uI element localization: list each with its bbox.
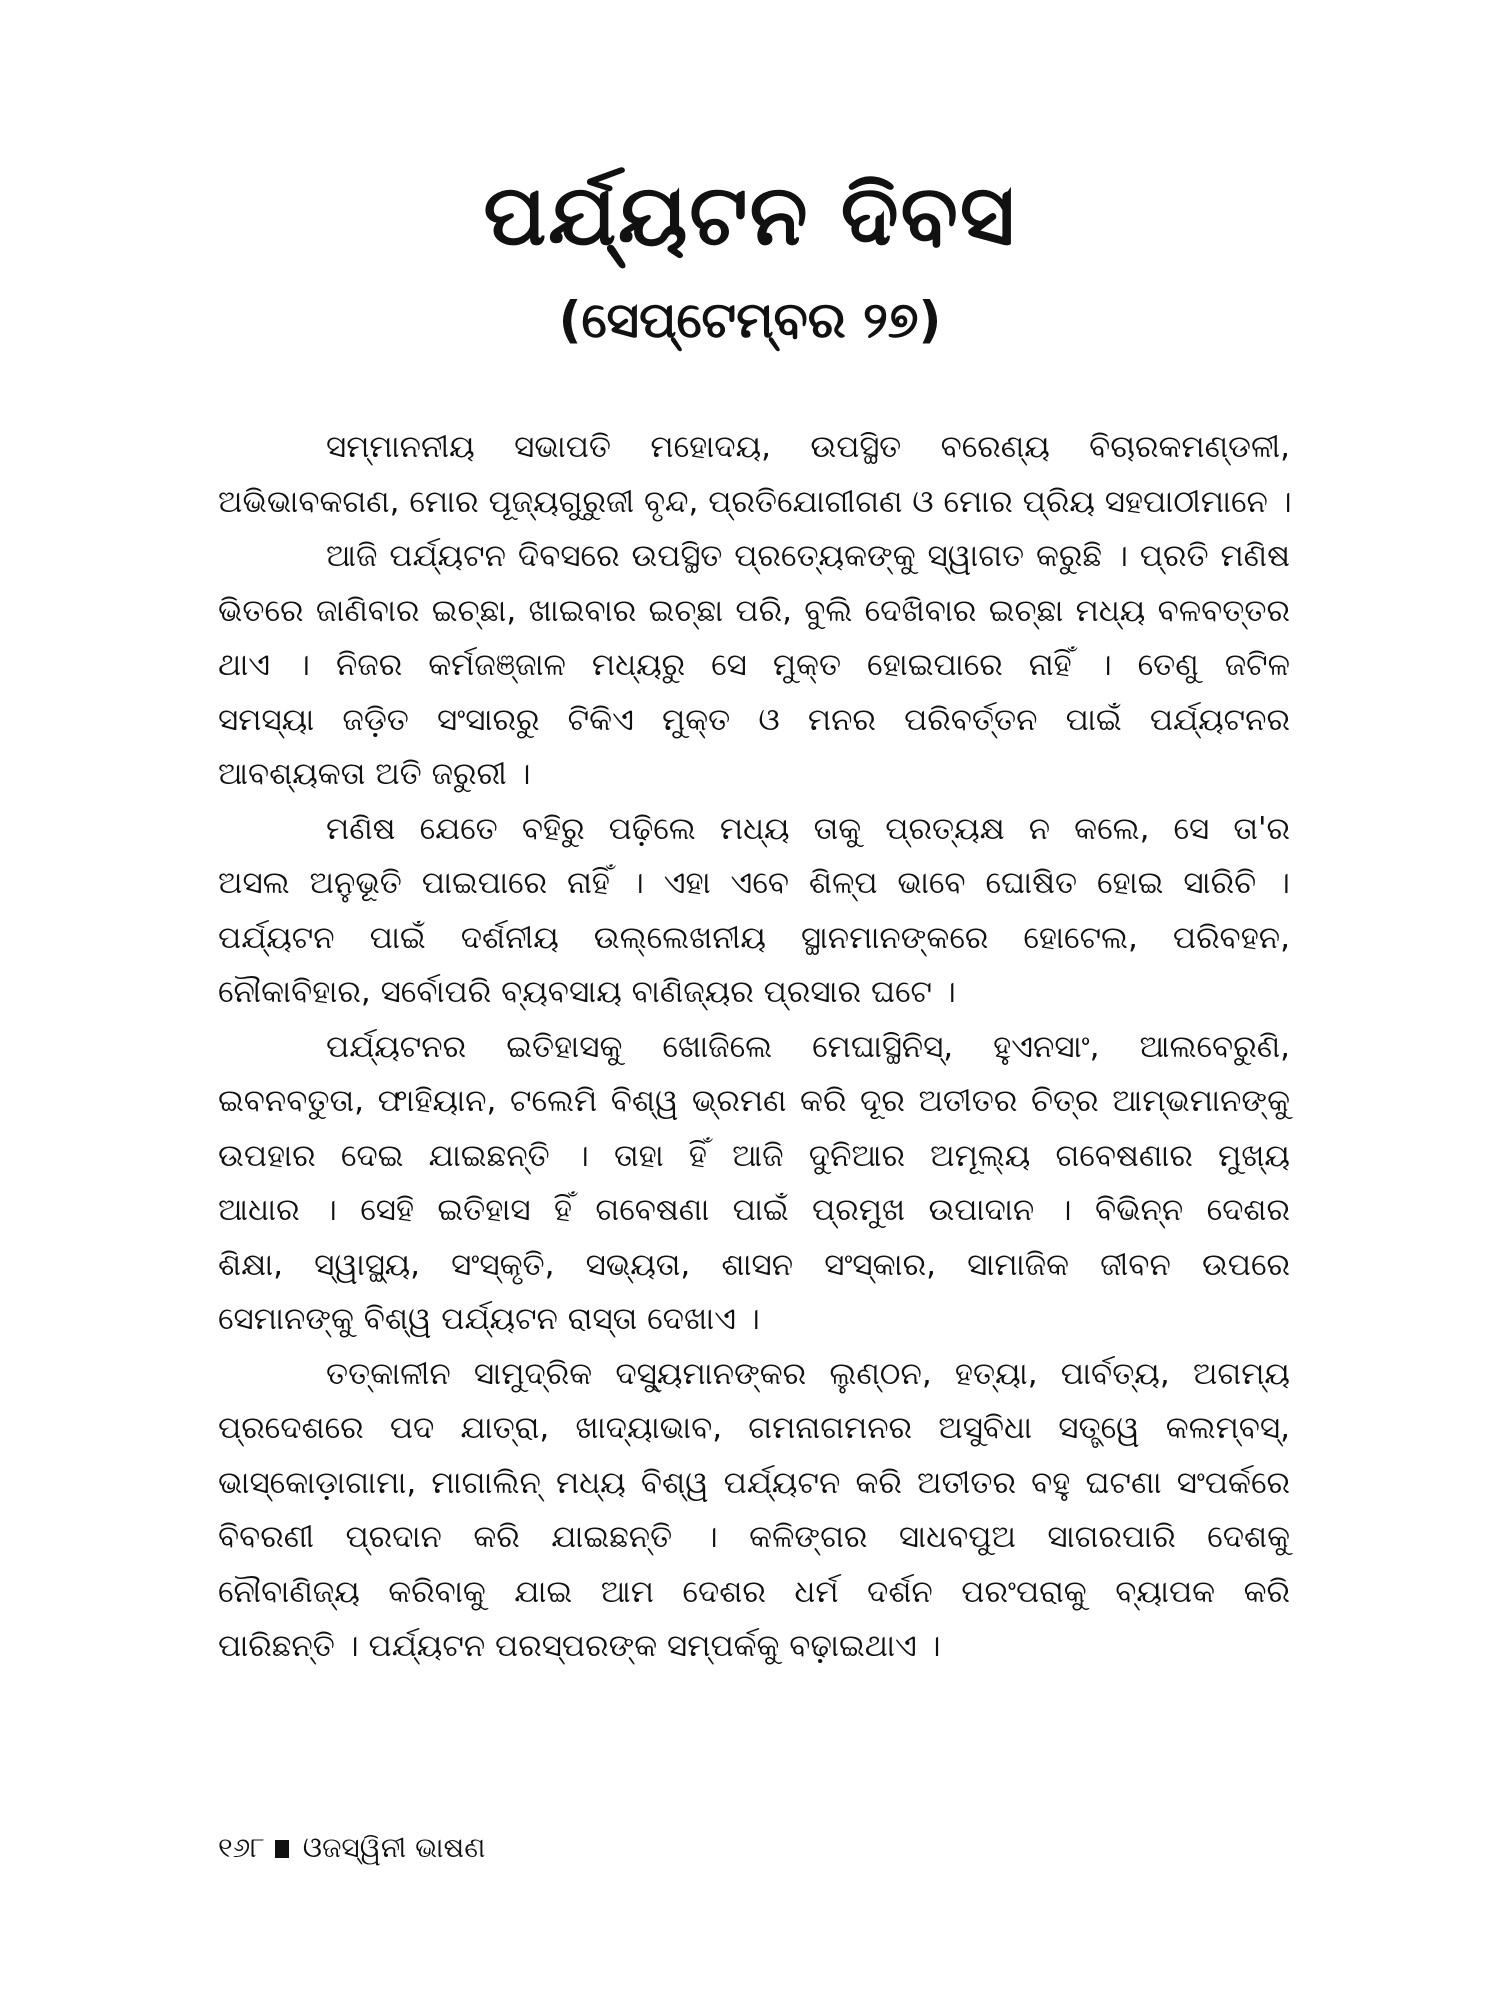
text-line: ଅସଲ ଅନୁଭୂତି ପାଇପାରେ ନାହିଁ । ଏହା ଏବେ ଶିଳ୍ପ ଭାବେ ଘୋଷିତ ହୋଇ ସାରିଚି । bbox=[218, 865, 1290, 901]
text-line: ତତ୍କାଳୀନ ସାମୁଦ୍ରିକ ଦସ୍ୟୁମାନଙ୍କର ଲୁଣ୍ଠନ, ହତ୍ୟା, ପାର୍ବତ୍ୟ, ଅଗମ୍ୟ bbox=[326, 1355, 1290, 1392]
text-line: ସମସ୍ୟା ଜଡ଼ିତ ସଂସାରରୁ ଟିକିଏ ମୁକ୍ତ ଓ ମନର ପରିବର୍ତ୍ତନ ପାଇଁ ପର୍ଯ୍ୟଟନର bbox=[218, 701, 1290, 738]
text-line: ଇବନବତୁତା, ଫାହିୟାନ, ଟଲେମି ବିଶ୍ୱ ଭ୍ରମଣ କରି ଦୂର ଅତୀତର ଚିତ୍ର ଆମ୍ଭମାନଙ୍କୁ bbox=[218, 1083, 1290, 1119]
text-line: ଭିତରେ ଜାଣିବାର ଇଚ୍ଛା, ଖାଇବାର ଇଚ୍ଛା ପରି, ବୁଲି ଦେଖିବାର ଇଚ୍ଛା ମଧ୍ୟ ବଳବତ୍ତର bbox=[218, 592, 1290, 629]
text-line: ଥାଏ । ନିଜର କର୍ମଜଞ୍ଜାଳ ମଧ୍ୟରୁ ସେ ମୁକ୍ତ ହୋଇପାରେ ନାହିଁ । ତେଣୁ ଜଟିଳ bbox=[218, 647, 1290, 683]
page-number: ୧୬୮ bbox=[218, 1831, 265, 1864]
text-line: ସେମାନଙ୍କୁ ବିଶ୍ୱ ପର୍ଯ୍ୟଟନ ରାସ୍ତା ଦେଖାଏ । bbox=[218, 1301, 760, 1337]
text-line: ସମ୍ମାନନୀୟ ସଭାପତି ମହୋଦୟ, ଉପସ୍ଥିତ ବରେଣ୍ୟ ବିଚାରକମଣ୍ଡଳୀ, bbox=[326, 429, 1290, 465]
text-line: ପର୍ଯ୍ୟଟନ ପାଇଁ ଦର୍ଶନୀୟ ଉଲ୍ଲେଖନୀୟ ସ୍ଥାନମାନଙ୍କରେ ହୋଟେଲ, ପରିବହନ, bbox=[218, 919, 1290, 956]
text-line: ପ୍ରଦେଶରେ ପଦ ଯାତ୍ରା, ଖାଦ୍ୟାଭାବ, ଗମନାଗମନର ଅସୁବିଧା ସତ୍ତ୍ୱେ କଲମ୍ବସ୍, bbox=[218, 1410, 1290, 1446]
separator-square-icon bbox=[275, 1840, 289, 1858]
page-title: ପର୍ଯ୍ୟଟନ ଦିବସ bbox=[483, 166, 1017, 264]
text-line: ଉପହାର ଦେଇ ଯାଇଛନ୍ତି । ତାହା ହିଁ ଆଜି ଦୁନିଆର ଅମୂଲ୍ୟ ଗବେଷଣାର ମୁଖ୍ୟ bbox=[218, 1137, 1290, 1174]
page-footer bbox=[218, 1828, 485, 1868]
text-line: ନୌବାଣିଜ୍ୟ କରିବାକୁ ଯାଇ ଆମ ଦେଶର ଧର୍ମ ଦର୍ଶନ ପରଂପରାକୁ ବ୍ୟାପକ କରି bbox=[218, 1573, 1290, 1610]
page-subtitle-date: (ସେପ୍ଟେମ୍ବର ୨୭) bbox=[558, 291, 942, 349]
text-line: ବିବରଣୀ ପ୍ରଦାନ କରି ଯାଇଛନ୍ତି । କଳିଙ୍ଗର ସାଧବପୁଅ ସାଗରପାରି ଦେଶକୁ bbox=[218, 1519, 1290, 1555]
text-line: ନୌକାବିହାର, ସର୍ବୋପରି ବ୍ୟବସାୟ ବାଣିଜ୍ୟର ପ୍ରସାର ଘଟେ । bbox=[218, 974, 956, 1010]
text-line: ମଣିଷ ଯେତେ ବହିରୁ ପଢ଼ିଲେ ମଧ୍ୟ ତାକୁ ପ୍ରତ୍ୟକ୍ଷ ନ କଲେ, ସେ ତା'ର bbox=[326, 810, 1290, 847]
text-line: ଶିକ୍ଷା, ସ୍ୱାସ୍ଥ୍ୟ, ସଂସ୍କୃତି, ସଭ୍ୟତା, ଶାସନ ସଂସ୍କାର, ସାମାଜିକ ଜୀବନ ଉପରେ bbox=[218, 1246, 1290, 1283]
book-title: ଓଜସ୍ୱିନୀ ଭାଷଣ bbox=[302, 1831, 486, 1864]
text-line: ଅଭିଭାବକଗଣ, ମୋର ପୂଜ୍ୟଗୁରୁଜୀ ବୃନ୍ଦ, ପ୍ରତିଯୋଗୀଗଣ ଓ ମୋର ପ୍ରିୟ ସହପାଠୀମାନେ । bbox=[218, 483, 1292, 520]
text-line: ପାରିଛନ୍ତି । ପର୍ଯ୍ୟଟନ ପରସ୍ପରଙ୍କ ସମ୍ପର୍କକୁ ବଢ଼ାଇଥାଏ । bbox=[218, 1628, 941, 1664]
text-line: ପର୍ଯ୍ୟଟନର ଇତିହାସକୁ ଖୋଜିଲେ ମେଘାସ୍ଥିନିସ୍, ହୁଏନସାଂ, ଆଲବେରୁଣି, bbox=[326, 1028, 1290, 1065]
text-line: ଭାସ୍କୋଡ଼ାଗାମା, ମାଗାଲିନ୍ ମଧ୍ୟ ବିଶ୍ୱ ପର୍ଯ୍ୟଟନ କରି ଅତୀତର ବହୁ ଘଟଣା ସଂପର୍କରେ bbox=[218, 1464, 1290, 1501]
text-line: ଆଧାର । ସେହି ଇତିହାସ ହିଁ ଗବେଷଣା ପାଇଁ ପ୍ରମୁଖ ଉପାଦାନ । ବିଭିନ୍ନ ଦେଶର bbox=[218, 1192, 1290, 1228]
text-line: ଆଜି ପର୍ଯ୍ୟଟନ ଦିବସରେ ଉପସ୍ଥିତ ପ୍ରତ୍ୟେକଙ୍କୁ ସ୍ୱାଗତ କରୁଛି । ପ୍ରତି ମଣିଷ bbox=[326, 538, 1290, 574]
text-line: ଆବଶ୍ୟକତା ଅତି ଜରୁରୀ । bbox=[218, 756, 531, 792]
body-text bbox=[218, 420, 1290, 1674]
